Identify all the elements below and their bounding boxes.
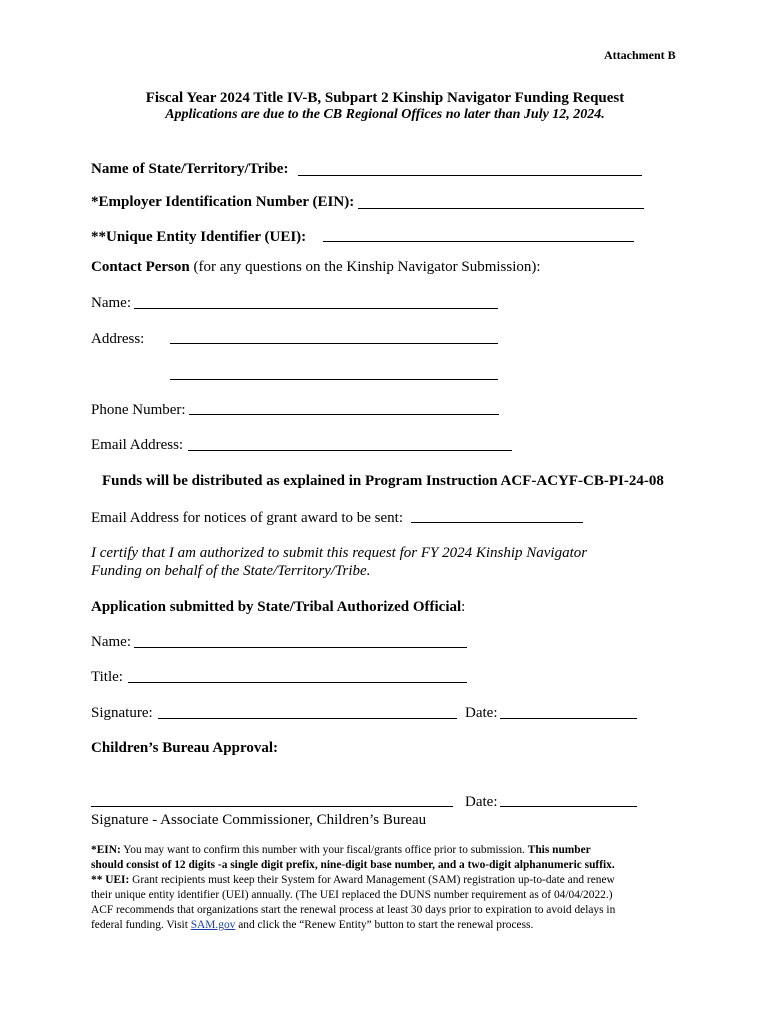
contact-heading-bold: Contact Person [91, 259, 190, 275]
contact-phone-label: Phone Number: [91, 402, 186, 418]
approval-date-field[interactable] [500, 806, 637, 807]
footnote-uei-text-4a: federal funding. Visit [91, 919, 188, 931]
official-name-label: Name: [91, 634, 131, 650]
official-signature-label: Signature: [91, 705, 153, 721]
contact-address-field-1[interactable] [170, 343, 498, 344]
official-heading-colon: : [461, 599, 466, 615]
grant-email-field[interactable] [411, 522, 583, 523]
footnote-uei-line-4 [91, 918, 533, 933]
official-title-label: Title: [91, 669, 123, 685]
approval-heading: Children’s Bureau Approval: [91, 740, 278, 756]
footnote-ein-line-2: should consist of 12 digits -a single digit prefix, nine-digit base number, and a two-digit alphanumeric suffix. [91, 859, 615, 871]
footnote-uei-line-3: ACF recommends that organizations start the renewal process at least 30 days prior to expiration to avoid delays in [91, 904, 616, 916]
ein-label: *Employer Identification Number (EIN): [91, 194, 355, 210]
official-name-field[interactable] [134, 647, 467, 648]
footnote-uei-text-4b: and click the “Renew Entity” button to start the renewal process. [238, 919, 534, 931]
approval-date-label: Date: [465, 794, 498, 810]
contact-name-label: Name: [91, 295, 131, 311]
certify-line-1: I certify that I am authorized to submit this request for FY 2024 Kinship Navigator [91, 545, 588, 561]
official-date-label: Date: [465, 705, 498, 721]
contact-email-label: Email Address: [91, 437, 184, 453]
page-title: Fiscal Year 2024 Title IV-B, Subpart 2 Kinship Navigator Funding Request [145, 90, 625, 106]
footnote-ein-line-1 [91, 843, 591, 858]
funds-note: Funds will be distributed as explained in Program Instruction ACF-ACYF-CB-PI-24-08 [102, 473, 664, 489]
footnote-ein-label: *EIN: [91, 844, 121, 856]
state-label: Name of State/Territory/Tribe: [91, 161, 289, 177]
official-title-field[interactable] [128, 682, 467, 683]
contact-phone-field[interactable] [189, 414, 499, 415]
page-subtitle: Applications are due to the CB Regional Offices no later than July 12, 2024. [165, 107, 605, 122]
contact-name-field[interactable] [134, 308, 498, 309]
uei-field[interactable] [323, 241, 634, 242]
ein-field[interactable] [358, 208, 644, 209]
footnote-uei-label: ** UEI: [91, 874, 130, 886]
contact-address-field-2[interactable] [170, 379, 498, 380]
footnote-uei-line-1 [91, 873, 615, 888]
footnote-ein-bold-1: This number [527, 844, 591, 856]
contact-address-label: Address: [91, 331, 145, 347]
uei-label: **Unique Entity Identifier (UEI): [91, 229, 307, 245]
footnote-ein-text: You may want to confirm this number with your fiscal/grants office prior to submission. [123, 844, 525, 856]
approval-signature-field[interactable] [91, 806, 453, 807]
certify-line-2: Funding on behalf of the State/Territory/Tribe. [91, 563, 371, 579]
official-heading-text: Application submitted by State/Tribal Authorized Official [91, 599, 462, 615]
grant-email-label: Email Address for notices of grant award to be sent: [91, 510, 403, 526]
official-date-field[interactable] [500, 718, 637, 719]
footnote-uei-line-2: their unique entity identifier (UEI) annually. (The UEI replaced the DUNS number requirement as of 04/04/2022.) [91, 889, 613, 901]
footnote-uei-text-1: Grant recipients must keep their System for Award Management (SAM) registration up-to-date and renew [132, 874, 615, 886]
sam-gov-link[interactable]: SAM.gov [190, 919, 236, 931]
state-field[interactable] [298, 175, 642, 176]
official-signature-field[interactable] [158, 718, 457, 719]
contact-heading [91, 258, 541, 276]
approval-signature-caption: Signature - Associate Commissioner, Children’s Bureau [91, 812, 427, 828]
contact-email-field[interactable] [188, 450, 512, 451]
official-heading [91, 598, 465, 616]
contact-heading-note: (for any questions on the Kinship Navigator Submission): [193, 259, 541, 275]
attachment-label: Attachment B [604, 48, 676, 62]
